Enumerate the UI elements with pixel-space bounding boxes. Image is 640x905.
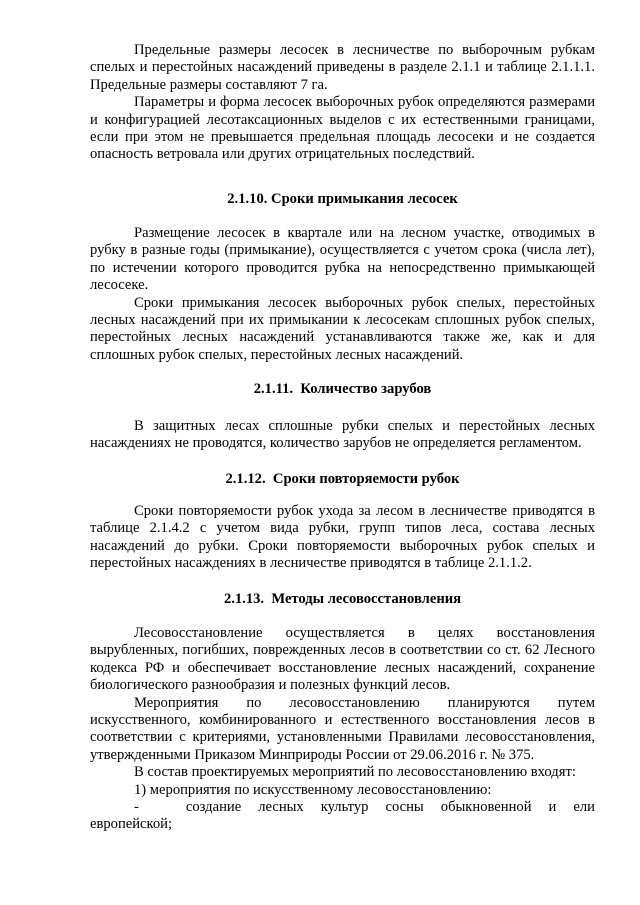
paragraph-cutting-area-parameters: Параметры и форма лесосек выборочных рубок определяются размерами и конфигурацией лесотаксационных выделов с их естественными границами, если при этом не превышается предельная площадь лесосеки и не создается опасность ветровала или других отрицательных последствий. bbox=[90, 94, 595, 163]
paragraph-reforestation-methods: Мероприятия по лесовосстановлению планируются путем искусственного, комбинированного и естественного восстановления лесов в соответствии с критериями, установленными Правилами лесовосстановления, утвержденными Приказом Минприроды России от 29.06.2016 г. № 375. bbox=[90, 694, 595, 763]
list-item: - создание лесных культур сосны обыкновенной и ели bbox=[134, 799, 595, 816]
heading-2-1-11: 2.1.11. Количество зарубов bbox=[253, 381, 432, 397]
section-2-1-13 bbox=[90, 590, 595, 608]
paragraph-adjacency-terms: Сроки примыкания лесосек выборочных рубок спелых, перестойных лесных насаждений при их примыкании к лесосекам сплошных рубок спелых, перестойных лесных насаждений устанавливаются также же, как и для сплошных рубок спелых, перестойных лесных насаждений. bbox=[90, 294, 595, 363]
heading-2-1-12: 2.1.12. Сроки повторяемости рубок bbox=[225, 471, 460, 487]
section-2-1-12 bbox=[90, 470, 595, 488]
heading-2-1-10: 2.1.10. Сроки примыкания лесосек bbox=[227, 191, 458, 207]
section-2-1-10 bbox=[90, 190, 595, 208]
paragraph-planned-measures: В состав проектируемых мероприятий по лесовосстановлению входят: bbox=[134, 764, 576, 781]
list-item-continuation: европейской; bbox=[90, 816, 173, 833]
intro-section bbox=[90, 42, 595, 164]
paragraph-repeat-terms: Сроки повторяемости рубок ухода за лесом в лесничестве приводятся в таблице 2.1.4.2 с учетом вида рубки, групп типов леса, состава лесных насаждений до рубки. Сроки повторяемости выборочных рубок спелых и перестойных насаждениях в лесничестве приводятся в таблице 2.1.1.2. bbox=[90, 503, 595, 572]
paragraph-cut-count: В защитных лесах сплошные рубки спелых и перестойных лесных насаждениях не проводятся, количество зарубов не определяется регламентом. bbox=[90, 418, 595, 452]
heading-2-1-13: 2.1.13. Методы лесовосстановления bbox=[223, 591, 462, 607]
section-2-1-12-body bbox=[90, 503, 595, 573]
paragraph-adjacency-placement: Размещение лесосек в квартале или на лесном участке, отводимых в рубку в разные годы (примыкание), осуществляется с учетом срока (числа лет), по истечении которого проводится рубка на непосредственно примыкающей лесосеке. bbox=[90, 225, 595, 294]
section-2-1-11 bbox=[90, 380, 595, 398]
list-dash: - bbox=[134, 799, 139, 816]
paragraph-cutting-area-limits: Предельные размеры лесосек в лесничестве по выборочным рубкам спелых и перестойных насаждений приведены в разделе 2.1.1 и таблице 2.1.1.1. Предельные размеры составляют 7 га. bbox=[90, 42, 595, 93]
section-2-1-10-body bbox=[90, 225, 595, 364]
paragraph-reforestation-goal: Лесовосстановление осуществляется в целях восстановления вырубленных, погибших, поврежденных лесов в соответствии со ст. 62 Лесного кодекса РФ и обеспечивает восстановление лесных насаждений, сохранение биологического разнообразия и полезных функций лесов. bbox=[90, 625, 595, 694]
paragraph-artificial-reforestation: 1) мероприятия по искусственному лесовосстановлению: bbox=[134, 781, 492, 798]
section-2-1-13-body bbox=[90, 625, 595, 834]
section-2-1-11-body bbox=[90, 418, 595, 453]
